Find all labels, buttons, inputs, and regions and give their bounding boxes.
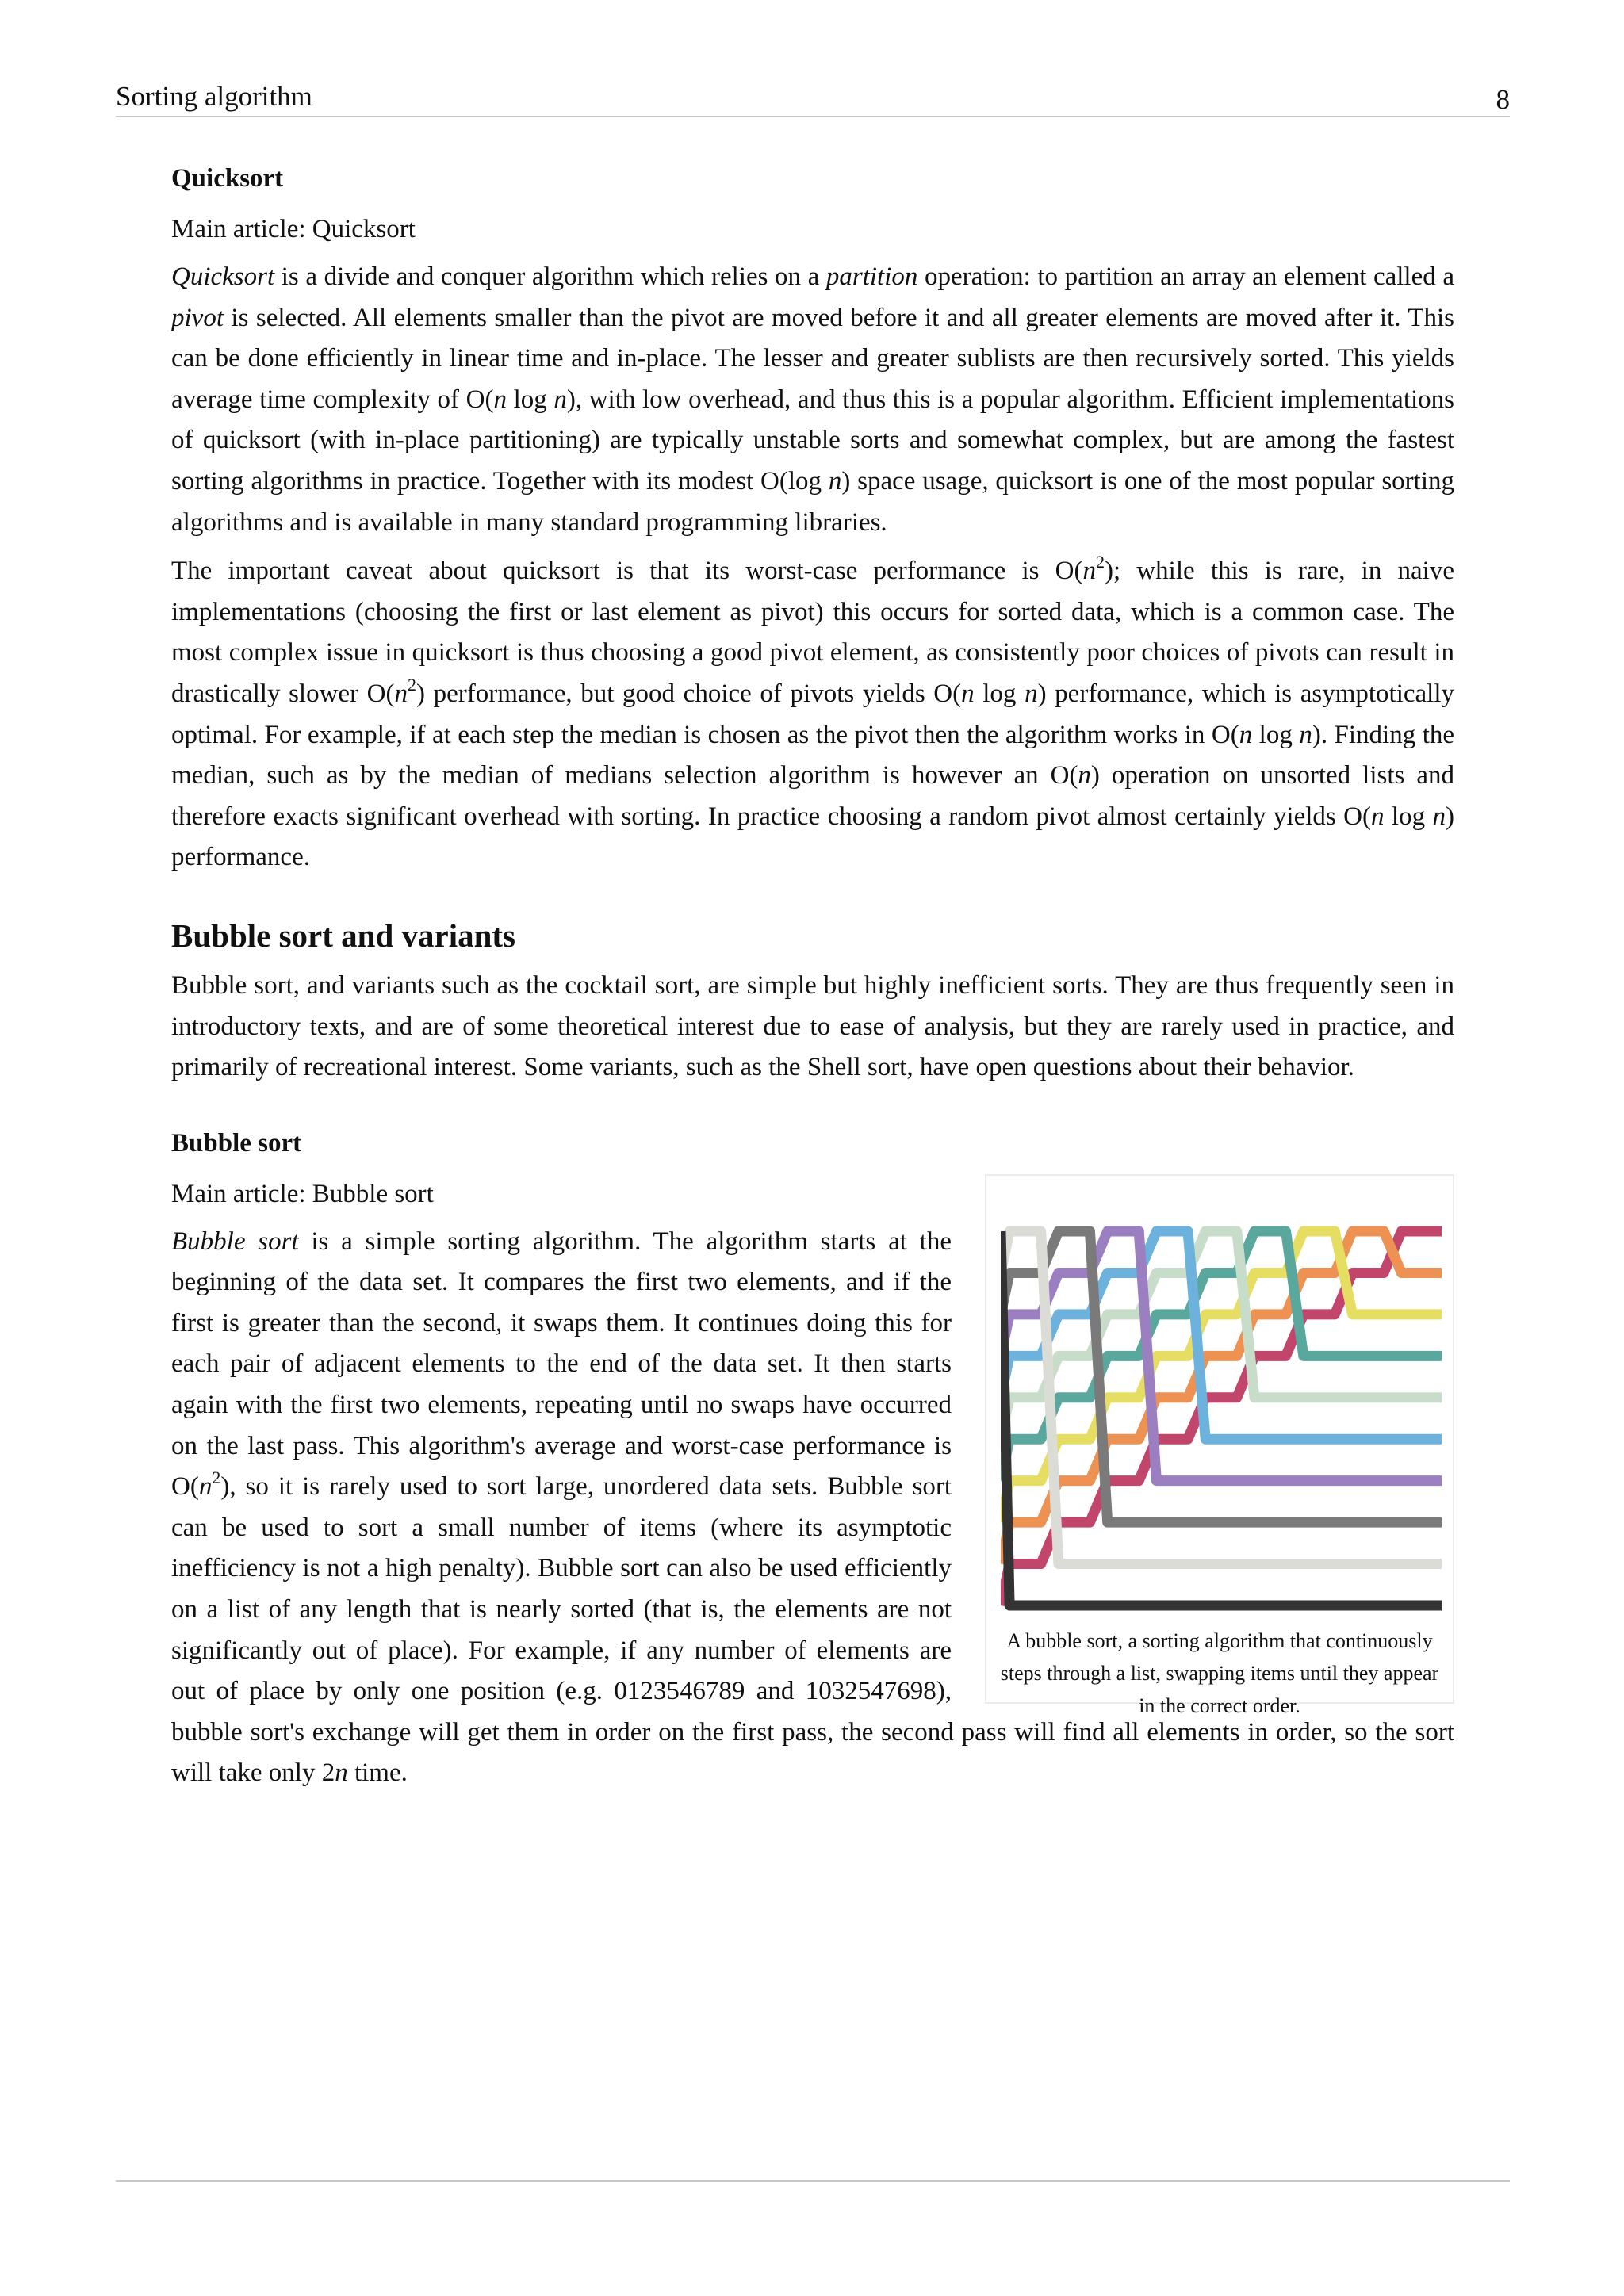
bubble-sort-illustration <box>1001 1220 1442 1617</box>
sort-wire-5 <box>1001 1231 1442 1439</box>
quicksort-heading: Quicksort <box>171 164 284 193</box>
bubble-sort-paragraph: Bubble sort is a simple sorting algorithm. The algorithm starts at the beginning of the data set. It compares the first two elements, and if the first is greater than the second, it swaps them. It continues doing this for each pair of adjacent elements to the end of the data set. It then starts again with the first two elements, repeating until no swaps have occurred on the last pass. This algorithm's average and worst-case performance is $O(n^2)$, so it is rarely used to sort large, unordered data sets. Bubble sort can be used to sort a small number of items (where its asymptotic inefficiency is not a high penalty). Bubble sort can also be used efficiently on a list of any length that is nearly sorted (that is, the elements are not significantly out of place). For example, if any number of elements are out of place by only one position (e.g. 0123546789 and 1032547698), bubble sort's exchange will get them in order on the first pass, the second pass will find all elements in order, so the sort will take only 2n time. <box>171 1226 1454 1788</box>
quicksort-main-article-link[interactable]: Main article: Quicksort <box>171 215 416 243</box>
bubble-sort-heading: Bubble sort <box>171 1128 302 1158</box>
page-header <box>116 78 1510 117</box>
bubble-variants-heading: Bubble sort and variants <box>171 916 516 954</box>
sort-wire-0 <box>1001 1231 1442 1605</box>
bubble-sort-main-article-link[interactable]: Main article: Bubble sort <box>171 1179 434 1208</box>
sort-wire-4 <box>1001 1231 1442 1439</box>
footer-rule <box>116 2180 1510 2182</box>
figure-caption: A bubble sort, a sorting algorithm that continuously steps through a list, swapping items until they appear in the correct order. <box>1000 1628 1439 1717</box>
sort-wire-9 <box>1001 1231 1442 1605</box>
running-title: Sorting algorithm <box>116 81 312 112</box>
page-number: 8 <box>1496 84 1510 115</box>
article-content <box>171 159 1454 1802</box>
quicksort-paragraph-2: The important caveat about quicksort is that its worst-case performance is $O(n^2)$; while this is rare, in naive implementations (choosing the first or last element as pivot) this occurs for sorted data, which is a common case. The most complex issue in quicksort is thus choosing a good pivot element, as consistently poor choices of pivots can result in drastically slower $O(n^2)$ performance, but good choice of pivots yields O(n log n) performance, which is asymptotically optimal. For example, if at each step the median is chosen as the pivot then the algorithm works in O(n log n). Finding the median, such as by the median of medians selection algorithm is however an O(n) operation on unsorted lists and therefore exacts significant overhead with sorting. In practice choosing a random pivot almost certainly yields O(n log n) performance. <box>171 552 1455 872</box>
bubble-variants-paragraph: Bubble sort, and variants such as the cocktail sort, are simple but highly inefficient sorts. They are thus frequently seen in introductory texts, and are of some theoretical interest due to ease of analysis, but they are rarely used in practice, and primarily of recreational interest. Some variants, such as the Shell sort, have open questions about their behavior. <box>171 970 1454 1082</box>
quicksort-paragraph-1: Quicksort is a divide and conquer algorithm which relies on a partition operation: to partition an array an element called a pivot is selected. All elements smaller than the pivot are moved before it and all greater elements are moved after it. This can be done efficiently in linear time and in-place. The lesser and greater sublists are then recursively sorted. This yields average time complexity of O(n log n), with low overhead, and thus this is a popular algorithm. Efficient implementations of quicksort (with in-place partitioning) are typically unstable sorts and somewhat complex, but are among the fastest sorting algorithms in practice. Together with its modest O(log n) space usage, quicksort is one of the most popular sorting algorithms and is available in many standard programming libraries. <box>171 262 1454 537</box>
bubble-sort-figure <box>985 1174 1454 1717</box>
